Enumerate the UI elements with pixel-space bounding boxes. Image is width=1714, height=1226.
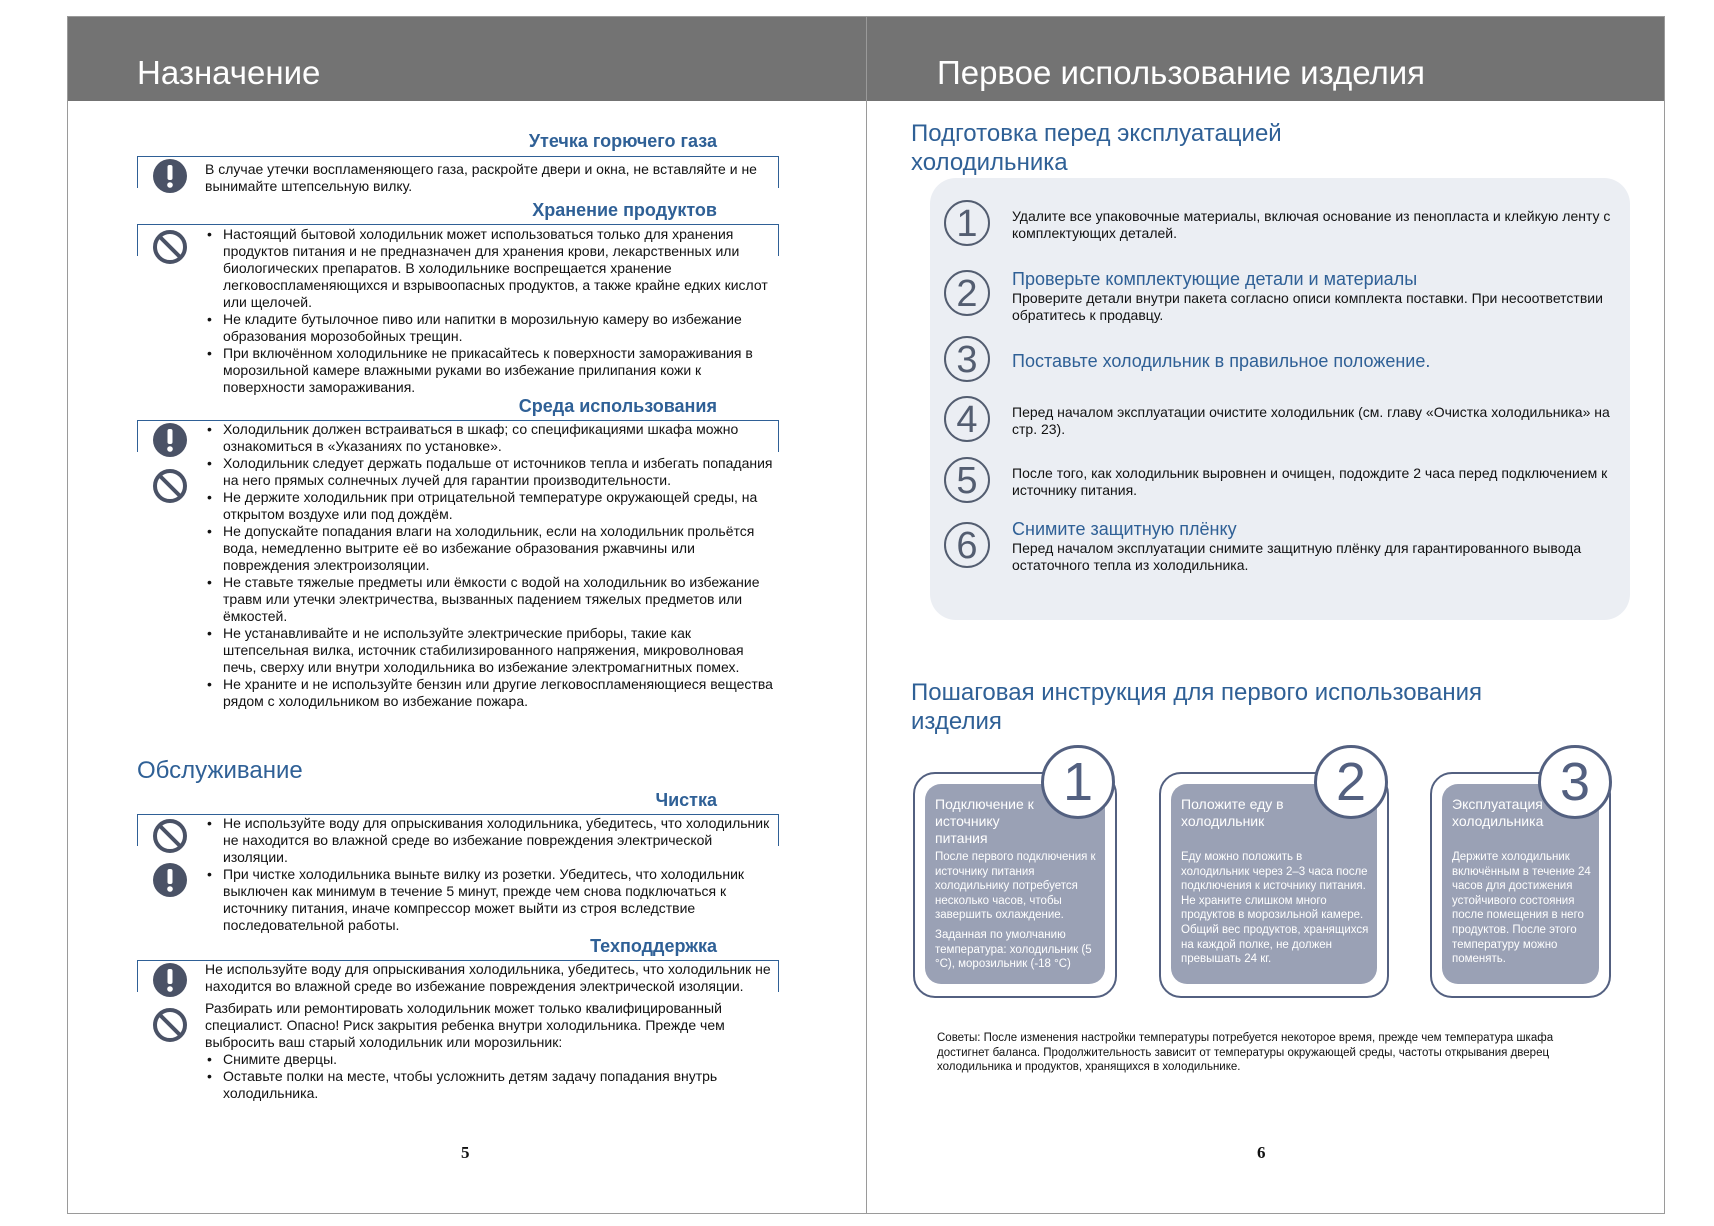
support-text-1: Не используйте воду для опрыскивания холодильника, убедитесь, что холодильник не находится во влажной среде во избежание повреждения электрической изоляции. [205,961,771,994]
stepwise-title: Пошаговая инструкция для первого использования изделия [911,679,1483,735]
gas-leak-heading: Утечка горючего газа [528,131,717,151]
card-text: После первого подключения к источнику питания холодильнику потребуется несколько часов, чтобы завершить охлаждение. [935,851,1096,922]
list-item: • Холодильник должен встраиваться в шкаф; со спецификациями шкафа можно ознакомиться в «Указаниях по установке». [205,421,780,455]
list-item: • При чистке холодильника выньте вилку из розетки. Убедитесь, что холодильник выключен как минимум в течение 5 минут, прежде чем снова подключаться к источнику питания, иначе компрессор может выйти из строя вследствие последовательной работы. [205,866,780,934]
card-text: Еду можно положить в холодильник через 2–3 часа после подключения к источнику питания. Не храните слишком много продуктов в морозильной камере. Общий вес продуктов, хранящихся на каждой полке, не должен превышать 24 кг. [1181,851,1369,966]
tips-text: Советы: После изменения настройки температуры потребуется некоторое время, прежде чем температура шкафа достигнет баланса. Продолжительность зависит от температуры окружающей среды, частоты открывания дверец холодильника и продуктов, хранящихся в холодильнике. [937,1032,1554,1074]
gas-leak-text: В случае утечки воспламеняющего газа, раскройте двери и окна, не вставляйте и не вынимайте штепсельную вилку. [205,161,757,194]
list-item: • Холодильник следует держать подальше от источников тепла и избегать попадания на него прямых солнечных лучей для гарантии производительности. [205,455,780,489]
card-text: Держите холодильник включённым в течение 24 часов для достижения устойчивого состояния после помещения в него продуктов. После этого температуру можно поменять. [1452,851,1591,966]
page-divider [866,16,867,1214]
card-title: Эксплуатация холодильника [1452,796,1544,829]
step-number: 3 [944,336,990,382]
card-number-badge: 3 [1538,745,1612,819]
support-text-2: Разбирать или ремонтировать холодильник может только квалифицированный специалист. Опасно! Риск закрытия ребенка внутри холодильника. Прежде чем выбросить ваш старый холодильник или морозильник: [205,1000,725,1050]
step-number: 4 [944,396,990,442]
step-number: 2 [944,270,990,316]
step-number: 5 [944,457,990,503]
card-number-badge: 1 [1041,745,1115,819]
warning-icon [152,422,188,458]
step-text: Перед началом эксплуатации снимите защитную плёнку для гарантированного вывода остаточного тепла из холодильника. [1012,540,1582,573]
list-item: • Не устанавливайте и не используйте электрические приборы, такие как штепсельная вилка, источник стабилизированного напряжения, микроволновая печь, сверху или внутри холодильника во избежание электромагнитных помех. [205,625,780,676]
step-text: Проверите детали внутри пакета согласно описи комплекта поставки. При несоответствии обратитесь к продавцу. [1012,290,1603,323]
card-number-badge: 2 [1314,745,1388,819]
storage-list [205,226,775,396]
step-title: Проверьте комплектующие детали и материалы [1012,269,1418,289]
step-text: Перед началом эксплуатации очистите холодильник (см. главу «Очистка холодильника» на стр. 23). [1012,404,1610,437]
cleaning-list [205,815,780,934]
storage-heading: Хранение продуктов [532,200,717,220]
prohibition-icon [152,468,188,504]
step-text: Удалите все упаковочные материалы, включая основание из пенопласта и клейкую ленту с комплектующих деталей. [1012,208,1611,241]
warning-icon [152,158,188,194]
warning-icon [152,962,188,998]
step-number: 6 [944,522,990,568]
prohibition-icon [152,1007,188,1043]
prohibition-icon [152,229,188,265]
card-title: Положите еду в холодильник [1181,796,1284,829]
list-item: • Оставьте полки на месте, чтобы усложнить детям задачу попадания внутрь холодильника. [205,1068,745,1102]
step-title: Снимите защитную плёнку [1012,519,1237,539]
list-item: • Настоящий бытовой холодильник может использоваться только для хранения продуктов питания и не предназначен для хранения крови, лекарственных или биологических препаратов. В холодильнике воспрещается хранение легковоспламеняющихся и взрывоопасных продуктов, а также крайне едких кислот или щелочей. [205,226,775,311]
list-item: • Не допускайте попадания влаги на холодильник, если на холодильник прольётся вода, немедленно вытрите её во избежание образования ржавчины или повреждения электроизоляции. [205,523,780,574]
list-item: • Не кладите бутылочное пиво или напитки в морозильную камеру во избежание образования морозобойных трещин. [205,311,775,345]
prohibition-icon [152,818,188,854]
card-text-2: Заданная по умолчанию температура: холодильник (5 °C), морозильник (-18 °C) [935,929,1092,971]
step-text: После того, как холодильник выровнен и очищен, подождите 2 часа перед подключением к источнику питания. [1012,465,1608,498]
maintenance-title: Обслуживание [137,757,303,784]
support-block [205,1000,745,1102]
right-header-title: Первое использование изделия [937,54,1426,91]
environment-heading: Среда использования [518,396,717,416]
left-header-title: Назначение [137,54,321,91]
page-number-left: 5 [461,1143,470,1162]
step-title: Поставьте холодильник в правильное положение. [1012,351,1431,371]
support-heading: Техподдержка [590,936,717,956]
list-item: • Не ставьте тяжелые предметы или ёмкости с водой на холодильник во избежание травм или утечки электричества, вызванных падением тяжелых предметов или ёмкостей. [205,574,780,625]
page-number-right: 6 [1257,1143,1266,1162]
warning-icon [152,862,188,898]
environment-list [205,421,780,710]
list-item: • Не используйте воду для опрыскивания холодильника, убедитесь, что холодильник не находится во влажной среде во избежание повреждения электрической изоляции. [205,815,780,866]
list-item: • При включённом холодильнике не прикасайтесь к поверхности замораживания в морозильной камере влажными руками во избежание прилипания кожи к поверхности замораживания. [205,345,775,396]
list-item: • Не храните и не используйте бензин или другие легковоспламеняющиеся вещества рядом с холодильником во избежание пожара. [205,676,780,710]
card-title: Подключение к источнику питания [935,796,1034,846]
prep-title: Подготовка перед эксплуатацией холодильника [911,120,1282,176]
step-number: 1 [944,200,990,246]
cleaning-heading: Чистка [655,790,717,810]
list-item: • Не держите холодильник при отрицательной температуре окружающей среды, на открытом воздухе или под дождём. [205,489,780,523]
list-item: • Снимите дверцы. [205,1051,745,1068]
